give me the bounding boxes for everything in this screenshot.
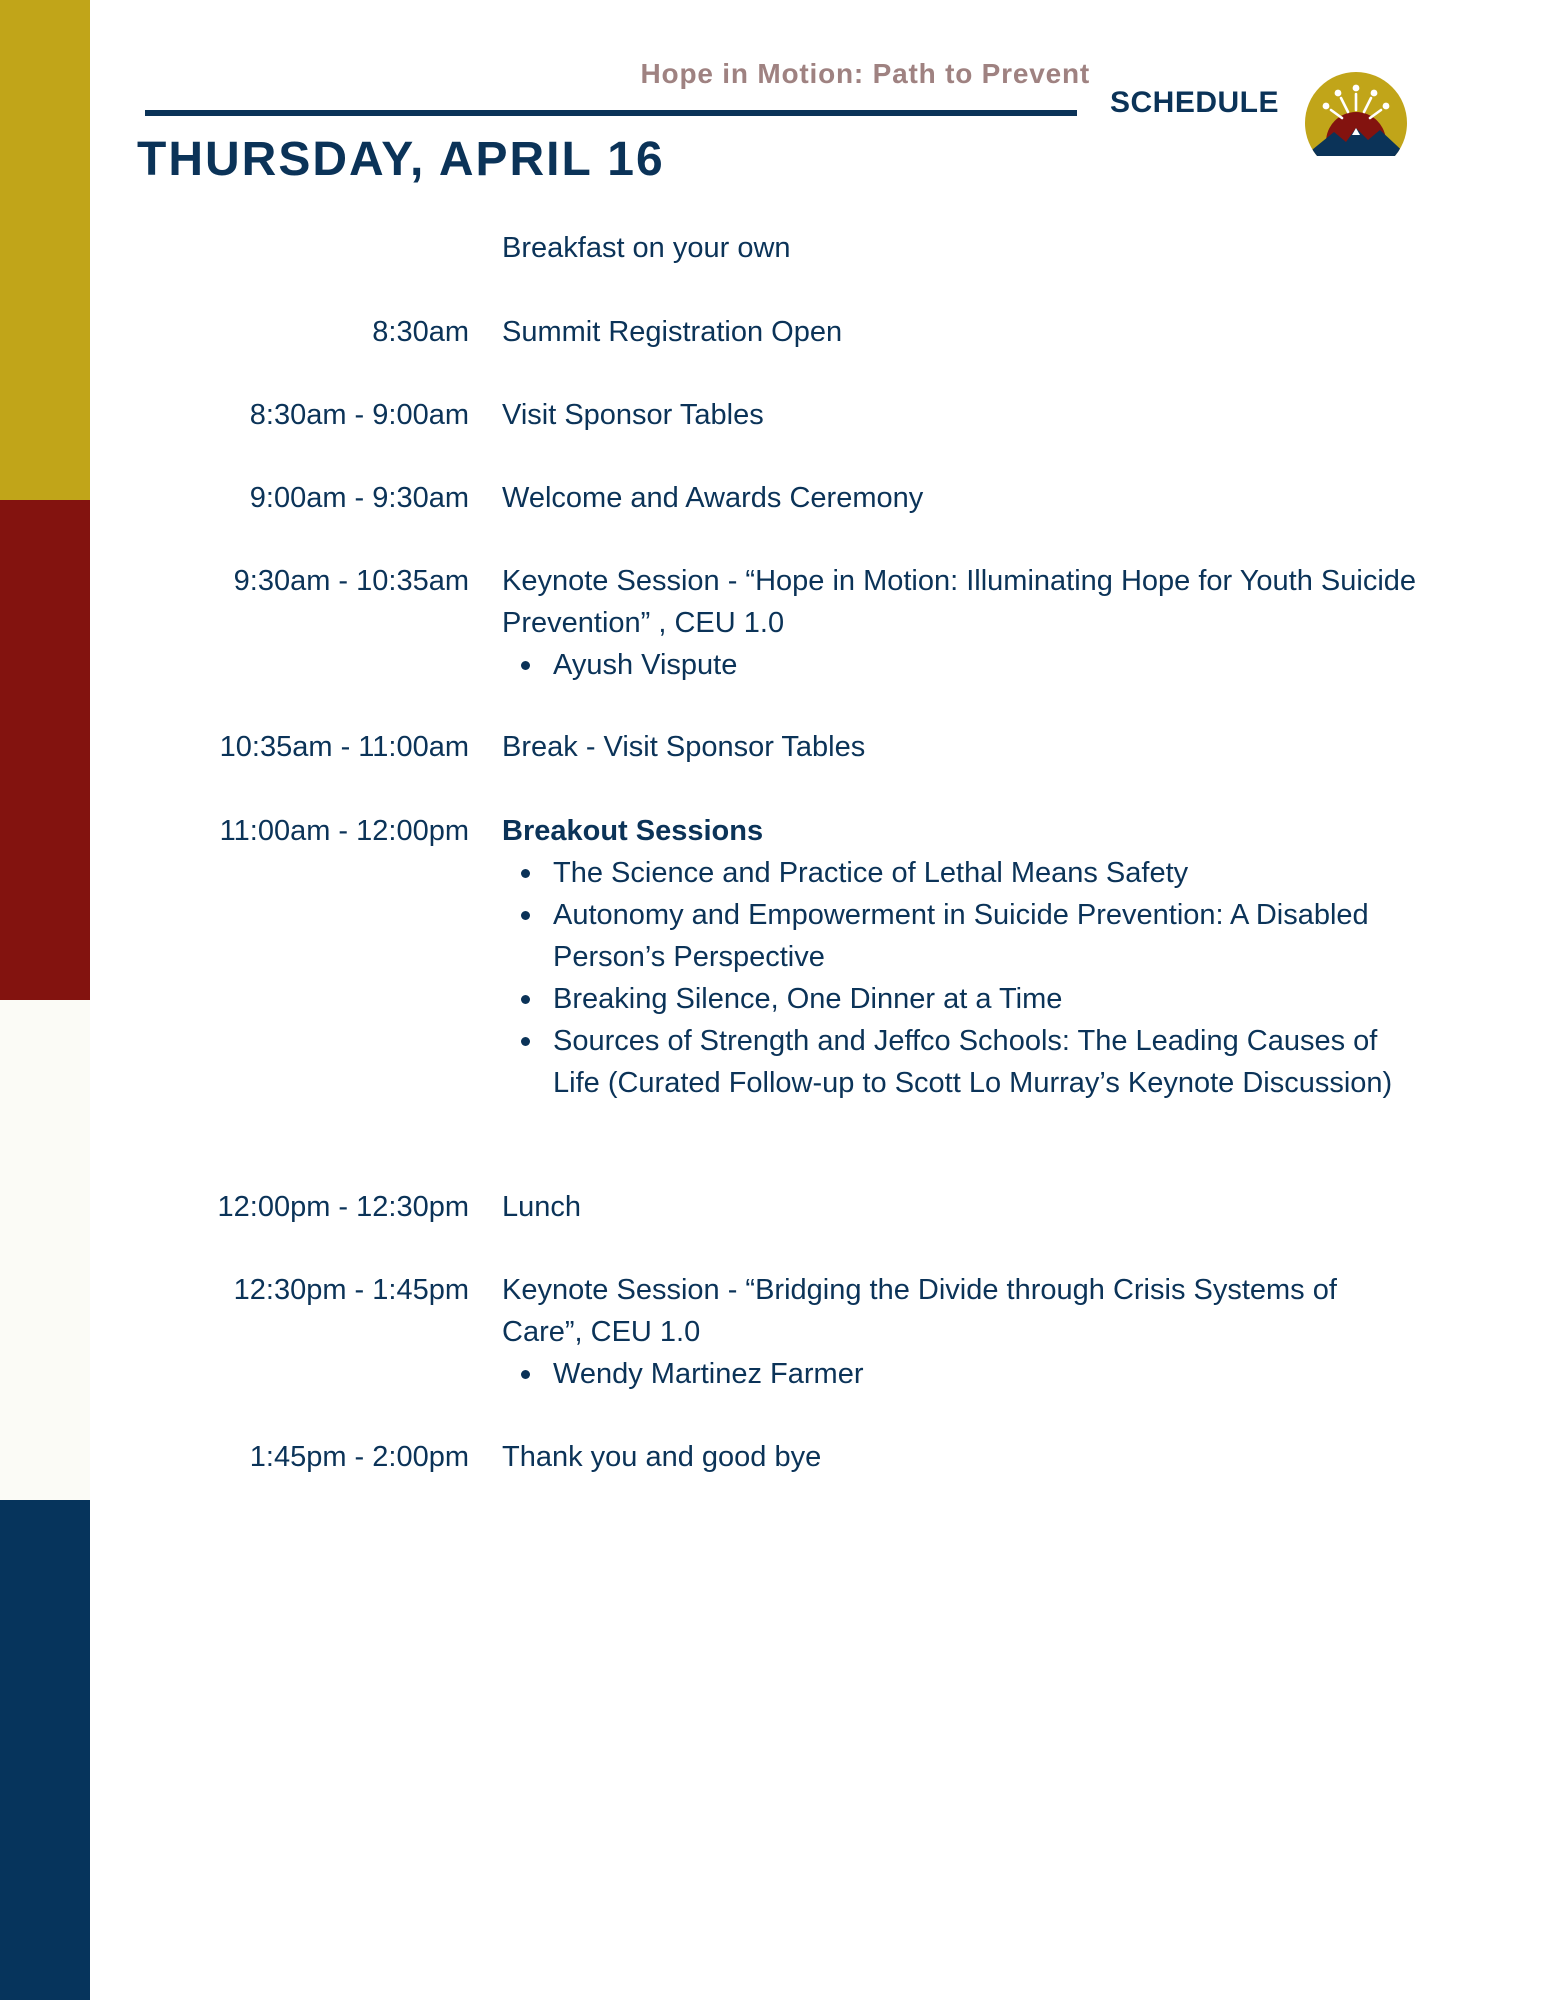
schedule-activity: Keynote Session - “Bridging the Divide through Crisis Systems of Care”, CEU 1.0 [502,1274,1337,1348]
side-bar-red [0,500,90,1000]
bullet-icon [521,661,530,670]
schedule-time: 8:30am [372,316,469,348]
list-item [502,852,1417,894]
bullet-icon [521,1037,530,1046]
schedule-time: 8:30am - 9:00am [249,399,469,431]
schedule-activity: Visit Sponsor Tables [502,399,764,431]
schedule-time: 10:35am - 11:00am [219,731,469,763]
speaker-list [502,1353,1417,1395]
side-bar-gold [0,0,90,500]
list-item [502,894,1417,978]
header-divider [145,110,1077,116]
day-heading: THURSDAY, APRIL 16 [137,133,665,186]
schedule-activity: Thank you and good bye [502,1441,822,1473]
schedule-activity: Breakfast on your own [502,232,791,264]
bullet-icon [521,995,530,1004]
breakout-session-list [502,852,1417,1104]
side-bar-cream [0,1000,90,1500]
bullet-icon [521,1370,530,1379]
bullet-icon [521,911,530,920]
bullet-icon [521,869,530,878]
schedule-time: 12:30pm - 1:45pm [233,1274,469,1306]
list-item [502,644,1417,686]
schedule-activity: Welcome and Awards Ceremony [502,482,924,514]
list-item [502,978,1417,1020]
list-item [502,1020,1417,1104]
schedule-activity: Keynote Session - “Hope in Motion: Illuminating Hope for Youth Suicide Prevention” , CEU 1.0 [502,565,1417,639]
schedule-time: 9:30am - 10:35am [233,565,469,597]
speaker-name: Ayush Vispute [553,649,738,681]
schedule-activity: Summit Registration Open [502,316,843,348]
session-title: Sources of Strength and Jeffco Schools: The Leading Causes of Life (Curated Follow-up to Scott Lo Murray’s Keynote Discussion) [553,1025,1393,1099]
schedule-time: 12:00pm - 12:30pm [217,1191,469,1223]
side-bar-navy [0,1500,90,2000]
schedule-time: 9:00am - 9:30am [249,482,469,514]
session-title: Autonomy and Empowerment in Suicide Prevention: A Disabled Person’s Perspective [553,899,1369,973]
speaker-name: Wendy Martinez Farmer [553,1358,864,1390]
session-title: Breaking Silence, One Dinner at a Time [553,983,1063,1015]
list-item [502,1353,1417,1395]
schedule-label: SCHEDULE [1110,86,1280,119]
schedule-activity: Lunch [502,1191,582,1223]
schedule-time: 1:45pm - 2:00pm [249,1441,469,1473]
schedule-activity: Break - Visit Sponsor Tables [502,731,866,763]
schedule-activity: Breakout Sessions [502,815,764,847]
session-title: The Science and Practice of Lethal Means Safety [553,857,1189,889]
schedule-time: 11:00am - 12:00pm [219,815,469,847]
logo-icon [1302,72,1410,156]
event-title: Hope in Motion: Path to Prevent [640,58,1090,89]
speaker-list [502,644,1417,686]
